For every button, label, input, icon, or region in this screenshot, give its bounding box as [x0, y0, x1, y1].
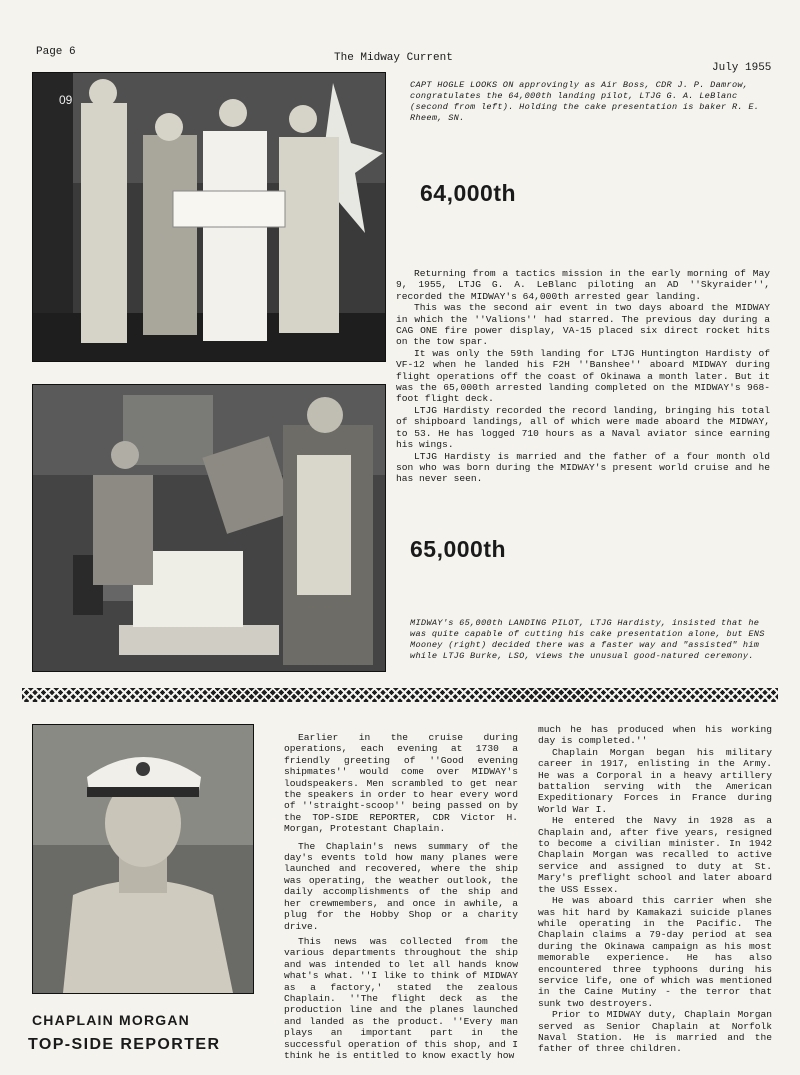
photo-caption-65000: MIDWAY's 65,000th LANDING PILOT, LTJG Hardisty, insisted that he was quite capable of cutting his cake presentation alone, but ENS Mooney (right) decided there was a faster way and "assisted" him while LTJG Burke, LSO, views the unusual good-natured ceremony. [410, 618, 765, 661]
article-paragraph: Earlier in the cruise during operations, each evening at 1730 a friendly greeting of ''Good evening shipmates'' would come over MIDWAY's loudspeakers. Men scrambled to get near the speakers in order to hear every word of ''straight-scoop'' being passed on by the TOP-SIDE REPORTER, CDR Victor H. Morgan, Protestant Chaplain. [284, 732, 518, 835]
photo-cake-presentation-64000 [32, 72, 386, 362]
story-paragraph: Returning from a tactics mission in the early morning of May 9, 1955, LTJG G. A. LeBlanc piloting an AD ''Skyraider'', recorded the MIDWAY's 64,000th arrested gear landing. [396, 268, 770, 302]
article-paragraph: much he has produced when his working day is completed.'' [538, 724, 772, 747]
article-paragraph: He entered the Navy in 1928 as a Chaplain and, after five years, resigned to become a civilian minister. In 1942 Chaplain Morgan was recalled to active service and assigned to duty at St. Mary's preflight school and later aboard the USS Essex. [538, 815, 772, 895]
chaplain-article-column-1 [284, 732, 518, 1061]
chaplain-subtitle: TOP-SIDE REPORTER [28, 1036, 221, 1053]
photo-caption-64000: CAPT HOGLE LOOKS ON approvingly as Air Boss, CDR J. P. Damrow, congratulates the 64,000th landing pilot, LTJG G. A. LeBlanc (second from left). Holding the cake presentation is baker R. E. Rheem, SN. [410, 80, 760, 123]
chaplain-article-column-2 [538, 724, 772, 1055]
landing-story [396, 268, 770, 485]
article-paragraph: He was aboard this carrier when she was hit hard by Kamakazi suicide planes while operating in the Pacific. The Chaplain claims a 79-day period at sea during the Okinawa campaign as his most memorable experience. He has also encountered three typhoons during his service life, one of which was mentioned in the Caine Mutiny - the terror that sunk two destroyers. [538, 895, 772, 1009]
story-paragraph: LTJG Hardisty recorded the record landing, bringing his total of shipboard landings, all of which were made aboard the MIDWAY, to 53. He has logged 710 hours as a Naval aviator since earning his wings. [396, 404, 770, 451]
article-paragraph: Prior to MIDWAY duty, Chaplain Morgan served as Senior Chaplain at Norfolk Naval Station. He is married and the father of three children. [538, 1009, 772, 1055]
story-paragraph: This was the second air event in two days aboard the MIDWAY in which the ''Valions'' had starred. The previous day during a CAG ONE fire power display, VA-15 placed six direct rocket hits on the tow spar. [396, 302, 770, 348]
article-paragraph: This news was collected from the various departments throughout the ship and was intended to let all hands know what's what. ''I like to think of MIDWAY as a factory,' stated the zealous Chaplain. ''The flight deck as the production line and the planes launched and landed as the product. ''Every man plays an important part in the successful operation of this shop, and I think he is entitled to know exactly how [284, 935, 518, 1061]
headline-64000: 64,000th [420, 180, 517, 206]
page-number: Page 6 [36, 46, 76, 58]
article-paragraph: The Chaplain's news summary of the day's events told how many planes were launched and recovered, where the ship was operating, the weather outlook, the daily accomplishments of the ship and her crewmembers, and once in awhile, a plug for the Hobby Shop or a charity drive. [284, 840, 518, 932]
story-paragraph: LTJG Hardisty is married and the father of a four month old son who was born during the MIDWAY's present world cruise and he has never seen. [396, 450, 770, 485]
headline-65000: 65,000th [410, 536, 507, 562]
article-paragraph: Chaplain Morgan began his military career in 1917, enlisting in the Army. He was a Corporal in a heavy artillery battalion serving with the American Expeditionary Forces in France during World War I. [538, 746, 772, 815]
story-paragraph: It was only the 59th landing for LTJG Huntington Hardisty of VF-12 when he landed his F2H ''Banshee'' aboard MIDWAY during flight operations off the coast of Okinawa a month later. But it was the 65,000th arrested landing completed on the MIDWAY's 968-foot flight deck. [396, 347, 770, 405]
newsletter-title: The Midway Current [334, 52, 453, 64]
aircraft-tail-number: 09 [59, 93, 73, 107]
section-divider [22, 688, 778, 702]
chaplain-name: CHAPLAIN MORGAN [32, 1012, 190, 1028]
photo-cake-cutting-65000 [32, 384, 386, 672]
issue-date: July 1955 [712, 62, 772, 74]
photo-chaplain-morgan-portrait [32, 724, 254, 994]
